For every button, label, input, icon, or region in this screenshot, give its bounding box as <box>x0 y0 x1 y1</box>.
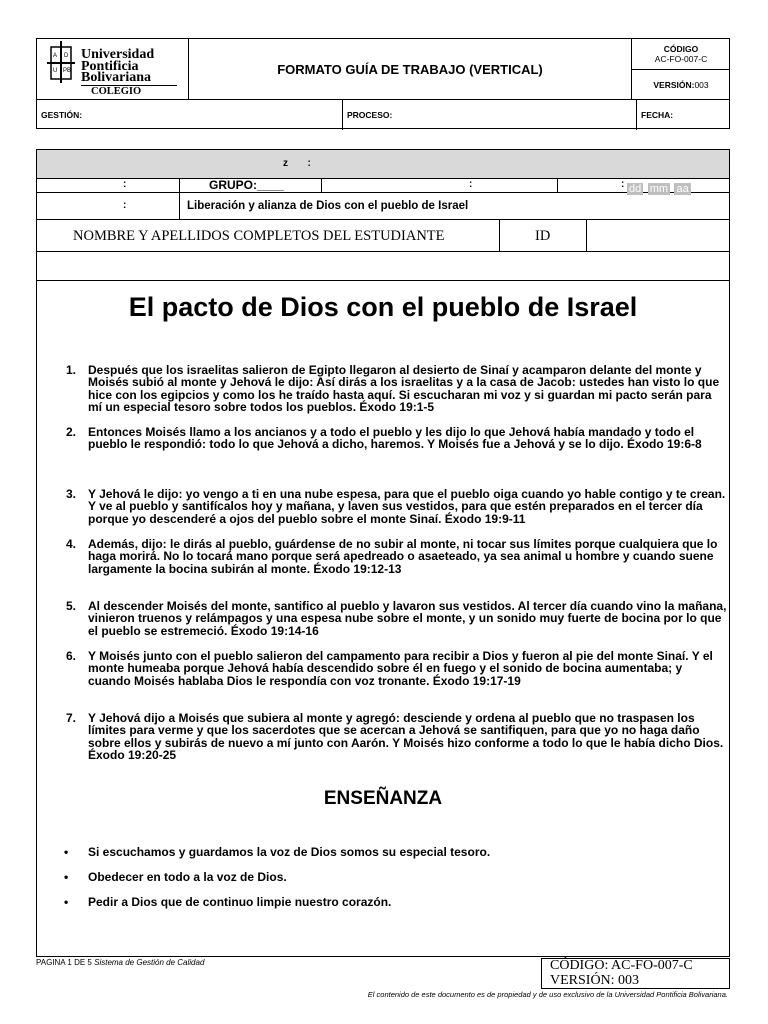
university-logo <box>37 39 189 99</box>
page-title: El pacto de Dios con el pueblo de Israel <box>128 292 638 322</box>
passage-item <box>66 649 728 688</box>
item-text: Al descender Moisés del monte, santifico al pueblo y lavaron sus vestidos. Al tercer día cuando vino la mañana, vinieron truenos y relámpagos y una espesa nube sobre el monte, y un sonido muy fuerte de bocina por lo que el pueblo se estremeció. Éxodo 19:14-16 <box>88 599 727 638</box>
university-name <box>81 49 154 84</box>
header-table <box>36 38 730 129</box>
bullet-icon: • <box>64 845 69 859</box>
bullet-icon: • <box>64 870 69 884</box>
student-name-field[interactable] <box>37 252 729 281</box>
version-value: 003 <box>694 79 709 90</box>
bullet-icon: • <box>64 895 69 909</box>
passage-item <box>66 487 728 526</box>
subject-row <box>37 150 729 179</box>
item-number: 1. <box>66 363 77 377</box>
seal-letter: D <box>64 53 69 59</box>
gestion-label: GESTIÓN: <box>41 110 83 120</box>
passage-item <box>66 425 728 452</box>
colon: : <box>621 179 625 190</box>
proceso-label: PROCESO: <box>347 110 393 120</box>
item-text: Después que los israelitas salieron de Egipto llegaron al desierto de Sinaí y acamparon delante del monte y Moisés subió al monte y Jehová le dijo: Así dirás a los israelitas y a la casa de Jacob: ustedes han visto lo que hice con los egipcios y como los he traído hasta aquí. Si escucharan mi voz y si guardan mi pacto serán para mí un especial tesoro sobre todos los pueblos. Éxodo 19:1-5 <box>88 363 720 415</box>
footer-code: CÓDIGO: AC-FO-007-C <box>550 958 693 973</box>
university-line: Bolivariana <box>81 70 152 85</box>
code-value: AC-FO-007-C <box>654 54 708 64</box>
fecha-field[interactable] <box>637 100 729 130</box>
colon: : <box>123 200 127 211</box>
passage-item <box>66 711 728 763</box>
topic-row <box>37 193 729 220</box>
teaching-item <box>64 895 392 909</box>
header-row-2 <box>37 99 729 129</box>
item-number: 5. <box>66 599 77 613</box>
item-text: Y Jehová dijo a Moisés que subiera al monte y agregó: desciende y ordena al pueblo que no traspasen los límites para verme y que los sacerdotes que se acercan a Jehová se santifiquen, para que yo no haga daño sobre ellos y subirás de nuevo a mí junto con Aarón. Y Moisés hizo conforme a todo lo que le había dicho Dios. Éxodo 19:20-25 <box>88 711 724 763</box>
seal-letter: A <box>53 53 58 59</box>
footer-page-info <box>36 958 204 967</box>
colon: : <box>469 179 473 190</box>
ownership-notice: El contenido de este documento es de propiedad y de uso exclusivo de la Universidad Pontificia Bolivariana. <box>367 990 728 999</box>
university-line: Pontificia <box>81 58 139 74</box>
school-label: COLEGIO <box>91 86 142 97</box>
proceso-field[interactable] <box>343 100 637 130</box>
version-label: VERSIÓN: <box>653 79 695 90</box>
fecha-label: FECHA: <box>641 110 674 120</box>
passage-item <box>66 537 728 576</box>
grupo-label[interactable]: GRUPO:____ <box>209 178 284 192</box>
name-label: NOMBRE Y APELLIDOS COMPLETOS DEL ESTUDIANTE <box>73 228 445 244</box>
topic-text: Liberación y alianza de Dios con el pueblo de Israel <box>187 200 469 212</box>
version-cell <box>632 70 730 99</box>
day-placeholder: dd <box>629 183 642 195</box>
colon: : <box>123 179 127 190</box>
teaching-text: Si escuchamos y guardamos la voz de Dios somos su especial tesoro. <box>88 845 491 859</box>
seal-letter: P <box>63 68 68 74</box>
form-title: FORMATO GUÍA DE TRABAJO (VERTICAL) <box>189 39 632 99</box>
quality-system: Sistema de Gestión de Calidad <box>94 958 205 967</box>
id-field[interactable] <box>587 220 729 252</box>
code-label: CÓDIGO <box>663 44 699 54</box>
name-row <box>37 220 729 252</box>
footer-version: VERSIÓN: 003 <box>550 972 640 988</box>
footer-code-box <box>541 958 730 989</box>
section-subtitle: ENSEÑANZA <box>323 788 443 809</box>
teaching-text: Obedecer en todo a la voz de Dios. <box>88 870 287 884</box>
seal-letter: B <box>67 68 72 74</box>
item-text: Además, dijo: le dirás al pueblo, guárdense de no subir al monte, ni tocar sus límites porque cualquiera que lo haga morirá. No lo tocará mano porque será apedreado o asaeteado, ya sea animal u hombre y cuando suene largamente la bocina subirán al monte. Éxodo 19:12-13 <box>88 537 718 576</box>
item-text: Entonces Moisés llamo a los ancianos y a todo el pueblo y les dijo lo que Jehová había mandado y todo el pueblo le respondió: todo lo que Jehová a dicho, haremos. Y Moisés fue a Jehová y se lo dijo. Éxodo 19:6-8 <box>88 425 702 452</box>
grupo-row <box>37 179 729 193</box>
month-placeholder: mm <box>649 183 669 195</box>
item-text: Y Moisés junto con el pueblo salieron del campamento para recibir a Dios y fueron al pie del monte Sinaí. Y el monte humeaba porque Jehová había descendido sobre él en fuego y el sonido de bocina aumentaba; y cuando Moisés hablaba Dios le respondía con voz tronante. Éxodo 19:17-19 <box>88 649 713 688</box>
teaching-text: Pedir a Dios que de continuo limpie nuestro corazón. <box>88 895 392 909</box>
item-number: 2. <box>66 425 77 439</box>
item-number: 3. <box>66 487 77 501</box>
page-number: PAGINA 1 DE 5 <box>36 958 92 967</box>
passage-item <box>66 363 728 415</box>
item-number: 6. <box>66 649 77 663</box>
item-text: Y Jehová le dijo: yo vengo a ti en una nube espesa, para que el pueblo oiga cuando yo hable contigo y te crean. Y ve al pueblo y santifícalos hoy y mañana, y laven sus vestidos, para que estén preparados en el tercer día porque yo descenderé a ojos del pueblo sobre el monte Sinaí. Éxodo 19:9-11 <box>88 487 726 526</box>
year-placeholder: aa <box>676 183 689 195</box>
seal-letter: U <box>53 68 58 74</box>
teaching-item <box>64 870 287 884</box>
item-number: 4. <box>66 537 77 551</box>
passage-item <box>66 599 728 638</box>
id-label: ID <box>535 228 551 244</box>
subject-label: z : <box>283 158 311 169</box>
code-cell <box>632 39 730 70</box>
item-number: 7. <box>66 711 77 725</box>
university-line: Universidad <box>81 47 155 62</box>
gestion-field[interactable] <box>37 100 343 130</box>
teaching-item <box>64 845 491 859</box>
